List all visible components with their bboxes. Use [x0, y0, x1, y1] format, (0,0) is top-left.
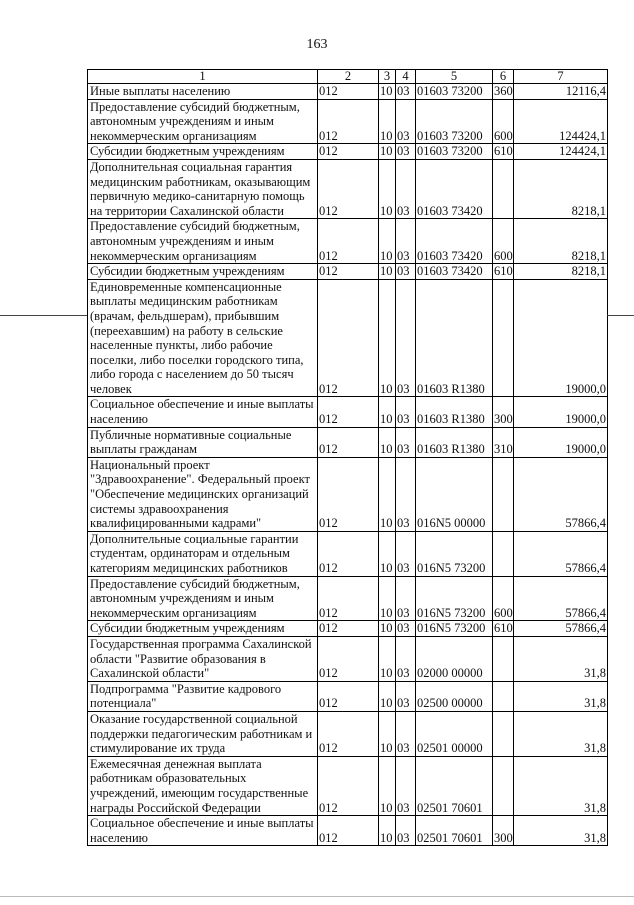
header-col-1: 1 [88, 70, 318, 84]
row-c4: 03 [396, 219, 416, 264]
row-c3: 10 [379, 144, 396, 160]
row-c5: 02501 00000 [416, 711, 493, 756]
row-c3: 10 [379, 264, 396, 280]
table-row [88, 397, 608, 427]
row-c5: 02000 00000 [416, 636, 493, 681]
row-name: Ежемесячная денежная выплата работникам образовательных учреждений, имеющим государственные награды Российской Федерации [88, 756, 318, 815]
row-c6: 610 [494, 144, 513, 159]
row-c6: 600 [493, 576, 514, 621]
row-c2: 012 [318, 264, 379, 280]
row-c4: 03 [396, 531, 416, 576]
row-c3: 10 [379, 84, 396, 100]
row-name: Социальное обеспечение и иные выплаты населению [88, 397, 318, 427]
row-c4: 03 [396, 99, 416, 144]
row-amount: 31,8 [514, 816, 608, 846]
row-amount: 12116,4 [514, 84, 608, 100]
row-c2: 012 [318, 84, 379, 100]
header-col-4: 4 [396, 70, 416, 84]
budget-table [87, 69, 608, 846]
table-row [88, 84, 608, 100]
row-name: Субсидии бюджетным учреждениям [88, 264, 318, 280]
row-c3: 10 [379, 159, 396, 218]
row-c5: 01603 73420 [416, 159, 493, 218]
table-row [88, 756, 608, 815]
table-row [88, 279, 608, 397]
row-c5: 02500 00000 [416, 681, 493, 711]
row-c4: 03 [396, 756, 416, 815]
row-name: Предоставление субсидий бюджетным, автономным учреждениям и иным некоммерческим организациям [88, 576, 318, 621]
row-c4: 03 [396, 159, 416, 218]
row-c6 [493, 681, 514, 711]
row-amount: 8218,1 [514, 264, 608, 280]
row-name: Оказание государственной социальной поддержки педагогическим работникам и стимулирование их труда [88, 711, 318, 756]
row-c3: 10 [379, 681, 396, 711]
row-c6: 600 [493, 219, 514, 264]
page-fold-line [0, 896, 634, 897]
row-c3: 10 [379, 816, 396, 846]
row-amount: 31,8 [514, 636, 608, 681]
page-number: 163 [306, 37, 328, 52]
row-c5: 016N5 73200 [416, 531, 493, 576]
header-col-5: 5 [416, 70, 493, 84]
row-c3: 10 [379, 397, 396, 427]
row-c4: 03 [396, 279, 416, 397]
row-c6 [493, 756, 514, 815]
row-amount: 31,8 [514, 756, 608, 815]
row-c2: 012 [318, 397, 379, 427]
row-c6 [493, 457, 514, 531]
row-c2: 012 [318, 711, 379, 756]
row-c4: 03 [396, 84, 416, 100]
row-c4: 03 [396, 816, 416, 846]
row-amount: 19000,0 [514, 427, 608, 457]
table-row [88, 636, 608, 681]
row-c3: 10 [379, 279, 396, 397]
row-amount: 8218,1 [514, 219, 608, 264]
row-amount: 31,8 [514, 681, 608, 711]
row-c3: 10 [379, 756, 396, 815]
row-c5: 01603 73420 [416, 264, 493, 280]
row-name: Социальное обеспечение и иные выплаты населению [88, 816, 318, 846]
row-c6 [493, 159, 514, 218]
row-c5: 01603 73420 [416, 219, 493, 264]
row-c6 [493, 279, 514, 397]
row-name: Государственная программа Сахалинской области "Развитие образования в Сахалинской области" [88, 636, 318, 681]
row-c2: 012 [318, 219, 379, 264]
row-c2: 012 [318, 144, 379, 160]
table-row [88, 99, 608, 144]
row-c4: 03 [396, 576, 416, 621]
row-c3: 10 [379, 427, 396, 457]
row-c6: 300 [493, 397, 514, 427]
row-c3: 10 [379, 576, 396, 621]
row-c6: 610 [494, 264, 513, 279]
row-c5: 01603 R1380 [416, 397, 493, 427]
table-row [88, 621, 608, 637]
row-c3: 10 [379, 219, 396, 264]
row-c2: 012 [318, 159, 379, 218]
row-name: Субсидии бюджетным учреждениям [88, 621, 318, 637]
table-row [88, 816, 608, 846]
row-amount: 19000,0 [514, 279, 608, 397]
row-c4: 03 [396, 397, 416, 427]
row-c6: 360 [494, 84, 513, 98]
table-row [88, 681, 608, 711]
row-c4: 03 [396, 144, 416, 160]
row-c5: 02501 70601 [416, 816, 493, 846]
row-name: Подпрограмма "Развитие кадрового потенциала" [88, 681, 318, 711]
row-c3: 10 [379, 636, 396, 681]
row-c5: 016N5 73200 [416, 576, 493, 621]
row-amount: 8218,1 [514, 159, 608, 218]
row-name: Иные выплаты населению [88, 84, 318, 100]
table-row [88, 457, 608, 531]
row-c5: 01603 R1380 [416, 427, 493, 457]
row-name: Предоставление субсидий бюджетным, автономным учреждениям и иным некоммерческим организациям [88, 219, 318, 264]
row-c5: 01603 73200 [416, 144, 493, 160]
row-c6: 600 [493, 99, 514, 144]
table-row [88, 219, 608, 264]
table-row [88, 531, 608, 576]
row-name: Субсидии бюджетным учреждениям [88, 144, 318, 160]
row-c5: 016N5 73200 [416, 621, 493, 637]
row-amount: 57866,4 [514, 457, 608, 531]
row-amount: 124424,1 [514, 99, 608, 144]
row-c3: 10 [379, 531, 396, 576]
row-c4: 03 [396, 681, 416, 711]
row-c2: 012 [318, 636, 379, 681]
row-c2: 012 [318, 816, 379, 846]
row-name: Дополнительные социальные гарантии студентам, ординаторам и отдельным категориям медицинских работников [88, 531, 318, 576]
row-c4: 03 [396, 711, 416, 756]
row-name: Единовременные компенсационные выплаты медицинским работникам (врачам, фельдшерам), прибывшим (переехавшим) на работу в сельские населенные пункты, либо рабочие поселки, либо поселки городского типа, либо города с населением до 50 тысяч человек [88, 279, 318, 397]
row-c4: 03 [396, 457, 416, 531]
scan-line-left [0, 315, 87, 316]
row-c2: 012 [318, 621, 379, 637]
row-c5: 016N5 00000 [416, 457, 493, 531]
row-c3: 10 [379, 99, 396, 144]
row-c5: 01603 73200 [416, 99, 493, 144]
row-c6: 300 [493, 816, 514, 846]
table-row [88, 711, 608, 756]
row-amount: 124424,1 [514, 144, 608, 160]
table-row [88, 264, 608, 280]
header-col-3: 3 [379, 70, 396, 84]
row-c2: 012 [318, 681, 379, 711]
table-row [88, 159, 608, 218]
row-c4: 03 [396, 636, 416, 681]
row-c4: 03 [396, 427, 416, 457]
row-c6: 310 [493, 427, 514, 457]
scan-line-right [607, 315, 634, 316]
row-c5: 02501 70601 [416, 756, 493, 815]
row-c3: 10 [379, 457, 396, 531]
row-name: Национальный проект "Здравоохранение". Федеральный проект "Обеспечение медицинских организаций системы здравоохранения квалифицированными кадрами" [88, 457, 318, 531]
header-col-6: 6 [493, 70, 514, 84]
row-c2: 012 [318, 531, 379, 576]
row-name: Публичные нормативные социальные выплаты гражданам [88, 427, 318, 457]
header-col-7: 7 [514, 70, 608, 84]
table-row [88, 427, 608, 457]
row-c4: 03 [396, 264, 416, 280]
table-row [88, 144, 608, 160]
row-amount: 57866,4 [514, 531, 608, 576]
row-name: Предоставление субсидий бюджетным, автономным учреждениям и иным некоммерческим организациям [88, 99, 318, 144]
row-c6: 610 [494, 621, 513, 636]
row-c2: 012 [318, 427, 379, 457]
row-c2: 012 [318, 756, 379, 815]
row-amount: 19000,0 [514, 397, 608, 427]
row-c6 [493, 531, 514, 576]
row-c3: 10 [379, 621, 396, 637]
row-c2: 012 [318, 576, 379, 621]
row-c2: 012 [318, 279, 379, 397]
row-name: Дополнительная социальная гарантия медицинским работникам, оказывающим первичную медико-санитарную помощь на территории Сахалинской области [88, 159, 318, 218]
row-amount: 31,8 [514, 711, 608, 756]
row-c3: 10 [379, 711, 396, 756]
row-c6 [493, 636, 514, 681]
row-amount: 57866,4 [514, 576, 608, 621]
header-col-2: 2 [318, 70, 379, 84]
table-row [88, 576, 608, 621]
row-amount: 57866,4 [514, 621, 608, 637]
row-c2: 012 [318, 99, 379, 144]
row-c5: 01603 73200 [416, 84, 493, 100]
row-c2: 012 [318, 457, 379, 531]
row-c4: 03 [396, 621, 416, 637]
header-row [88, 70, 608, 84]
row-c5: 01603 R1380 [416, 279, 493, 397]
row-c6 [493, 711, 514, 756]
